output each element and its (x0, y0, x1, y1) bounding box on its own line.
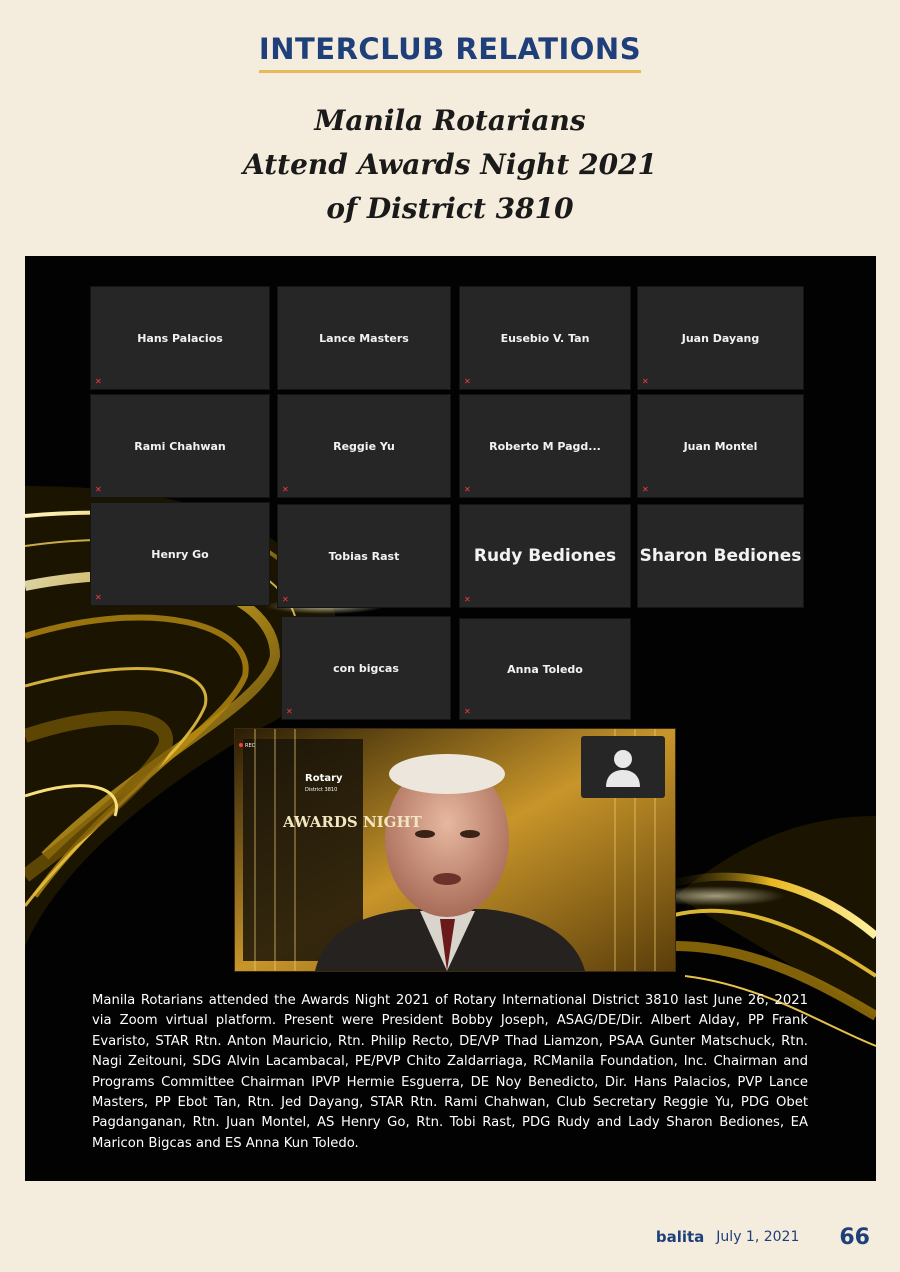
participant-name: Rami Chahwan (134, 439, 226, 453)
participant-name: Anna Toledo (507, 662, 583, 676)
participant-name: Eusebio V. Tan (500, 331, 590, 345)
participant-tile (90, 394, 270, 498)
participant-tile (277, 286, 451, 390)
participant-name: Roberto M Pagd... (489, 439, 601, 453)
participant-name: Hans Palacios (137, 331, 223, 345)
muted-mic-icon: ✕ (464, 707, 471, 716)
awards-banner-text: AWARDS NIGHT (283, 813, 422, 831)
headline-line-1: Manila Rotarians (314, 104, 586, 137)
participant-name: Henry Go (151, 547, 209, 561)
headline-line-2: Attend Awards Night 2021 (242, 148, 658, 181)
participant-tile (637, 394, 804, 498)
page-footer (656, 1222, 870, 1252)
muted-mic-icon: ✕ (95, 377, 102, 386)
muted-mic-icon: ✕ (464, 377, 471, 386)
zoom-screenshot-photo (25, 256, 876, 1181)
participant-tile (637, 504, 804, 608)
rec-label: REC (245, 743, 256, 749)
issue-date: July 1, 2021 (716, 1229, 800, 1245)
participant-tile (637, 286, 804, 390)
muted-mic-icon: ✕ (642, 485, 649, 494)
section-title: INTERCLUB RELATIONS (259, 32, 641, 73)
publication-name: balita (655, 1228, 705, 1246)
headline-line-3: of District 3810 (326, 192, 574, 225)
participant-name: Rudy Bediones (473, 546, 617, 566)
page-number: 66 (839, 1224, 870, 1250)
participant-tile (459, 504, 631, 608)
photo-caption: Manila Rotarians attended the Awards Night 2021 of Rotary International District 3810 last June 26, 2021 via Zoom virtual platform. Present were President Bobby Joseph, ASAG/DE/Dir. Albert Alday, PP Frank Evaristo, STAR Rtn. Anton Mauricio, Rtn. Philip Recto, DE/VP Thad Liamzon, PSAA Gunter Matschuck, Rtn. Nagi Zeitouni, SDG Alvin Lacambacal, PE/PVP Chito Zaldarriaga, RCManila Foundation, Inc. Chairman and Programs Committee Chairman IPVP Hermie Esguerra, DE Noy Benedicto, Dir. Hans Palacios, PVP Lance Masters, PP Ebot Tan, Rtn. Jed Dayang, STAR Rtn. Rami Chahwan, Club Secretary Reggie Yu, PDG Obet Pagdanganan, Rtn. Juan Montel, AS Henry Go, Rtn. Tobi Rast, PDG Rudy and Lady Sharon Bediones, EA Maricon Bigcas and ES Anna Kun Toledo. (92, 993, 808, 1151)
user-avatar-icon (603, 745, 643, 789)
participant-tile (90, 502, 270, 606)
participant-tile (277, 394, 451, 498)
muted-mic-icon: ✕ (642, 377, 649, 386)
participant-name: Juan Montel (683, 439, 758, 453)
participant-name: Reggie Yu (333, 439, 395, 453)
muted-mic-icon: ✕ (282, 485, 289, 494)
participant-tile (459, 394, 631, 498)
participant-name: Lance Masters (319, 331, 409, 345)
participant-tile (90, 286, 270, 390)
participant-name: Tobias Rast (328, 549, 400, 563)
section-title-wrap (0, 32, 900, 73)
recording-dot-icon (239, 743, 243, 747)
participant-tile (459, 618, 631, 720)
participant-name: con bigcas (333, 661, 399, 675)
participant-name: Sharon Bediones (639, 546, 802, 566)
self-view-tile (581, 736, 665, 798)
muted-mic-icon: ✕ (286, 707, 293, 716)
muted-mic-icon: ✕ (464, 595, 471, 604)
muted-mic-icon: ✕ (282, 595, 289, 604)
rotary-logo-text: Rotary (305, 773, 343, 784)
muted-mic-icon: ✕ (95, 485, 102, 494)
muted-mic-icon: ✕ (95, 593, 102, 602)
participant-name: Juan Dayang (681, 331, 760, 345)
muted-mic-icon: ✕ (464, 485, 471, 494)
participant-tile (277, 504, 451, 608)
headline (0, 99, 900, 231)
participant-tile (281, 616, 451, 720)
participant-tile (459, 286, 631, 390)
rotary-logo-sub: District 3810 (305, 787, 338, 793)
